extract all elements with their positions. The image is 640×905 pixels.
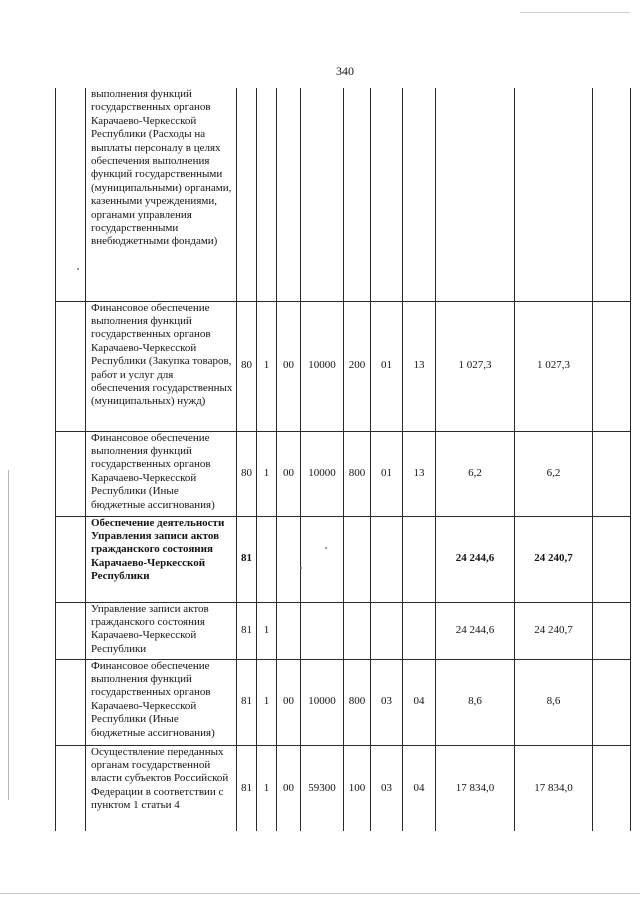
expense-name: Осуществление переданных органам государственной власти субъектов Российской Федерации в соответствии с пунктом 1 статьи 4	[91, 745, 229, 812]
budget-table-body	[56, 88, 631, 831]
program-cell: 00	[277, 659, 301, 745]
amount-2-cell	[515, 88, 593, 301]
program-cell	[277, 602, 301, 659]
empty-cell	[56, 602, 86, 659]
vedomstvo-cell: 80	[237, 431, 257, 516]
amount-1-cell: 24 244,6	[436, 516, 515, 602]
expense-name: Обеспечение деятельности Управления записи актов гражданского состояния Карачаево-Черкесской Республики	[91, 516, 225, 583]
amount-2-cell: 8,6	[515, 659, 593, 745]
expense-name: Финансовое обеспечение выполнения функций государственных органов Карачаево-Черкесской Республики (Иные бюджетные ассигнования)	[91, 659, 215, 739]
amount-1-cell: 24 244,6	[436, 602, 515, 659]
razdel-cell	[371, 516, 403, 602]
empty-cell	[593, 431, 631, 516]
page-number: 340	[336, 64, 354, 78]
expense-type-cell	[344, 602, 371, 659]
empty-cell	[593, 88, 631, 301]
vedomstvo-cell: 81	[237, 602, 257, 659]
expense-type-cell: 800	[344, 431, 371, 516]
program-cell: 00	[277, 431, 301, 516]
expense-name: выполнения функций государственных органов Карачаево-Черкесской Республики (Расходы на выплаты персоналу в целях обеспечения выполнения функций государственными (муниципальными) органами, казенными учреждениями, органами управления государственными внебюджетными фондами)	[91, 88, 232, 248]
amount-1-cell: 1 027,3	[436, 301, 515, 431]
program-cell: 00	[277, 301, 301, 431]
amount-1-cell: 8,6	[436, 659, 515, 745]
podrazdel-cell	[403, 602, 436, 659]
empty-cell	[593, 602, 631, 659]
section-cell	[257, 88, 277, 301]
podrazdel-cell: 04	[403, 745, 436, 831]
vedomstvo-cell: 80	[237, 301, 257, 431]
expense-name: Управление записи актов гражданского состояния Карачаево-Черкесской Республики	[91, 602, 209, 655]
table-row	[56, 516, 631, 602]
expense-name-cell	[86, 516, 237, 602]
section-cell: 1	[257, 659, 277, 745]
section-cell: 1	[257, 745, 277, 831]
section-cell	[257, 516, 277, 602]
amount-2-cell: 24 240,7	[515, 516, 593, 602]
vedomstvo-cell: 81	[237, 659, 257, 745]
table-row	[56, 659, 631, 745]
scan-edge-line	[0, 893, 640, 894]
program-cell: 00	[277, 745, 301, 831]
scan-edge-line	[520, 12, 630, 13]
expense-name-cell	[86, 88, 237, 301]
amount-2-cell: 1 027,3	[515, 301, 593, 431]
section-cell: 1	[257, 602, 277, 659]
podrazdel-cell: 13	[403, 301, 436, 431]
target-code-cell: 10000	[301, 301, 344, 431]
scan-speck	[325, 547, 327, 549]
table-row	[56, 745, 631, 831]
amount-2-cell: 17 834,0	[515, 745, 593, 831]
vedomstvo-cell: 81	[237, 745, 257, 831]
section-cell: 1	[257, 431, 277, 516]
podrazdel-cell: 04	[403, 659, 436, 745]
target-code-cell: 10000	[301, 431, 344, 516]
empty-cell	[56, 88, 86, 301]
podrazdel-cell	[403, 516, 436, 602]
expense-name-cell	[86, 745, 237, 831]
empty-cell	[56, 431, 86, 516]
target-code-cell	[301, 602, 344, 659]
expense-type-cell	[344, 88, 371, 301]
scan-edge-line	[8, 470, 9, 800]
empty-cell	[593, 301, 631, 431]
section-cell: 1	[257, 301, 277, 431]
razdel-cell	[371, 602, 403, 659]
scan-speck	[300, 567, 302, 569]
expense-name-cell	[86, 602, 237, 659]
target-code-cell	[301, 516, 344, 602]
empty-cell	[56, 659, 86, 745]
expense-name-cell	[86, 659, 237, 745]
expense-type-cell: 200	[344, 301, 371, 431]
vedomstvo-cell	[237, 88, 257, 301]
razdel-cell: 01	[371, 431, 403, 516]
amount-2-cell: 6,2	[515, 431, 593, 516]
expense-name: Финансовое обеспечение выполнения функций государственных органов Карачаево-Черкесской Республики (Закупка товаров, работ и услуг для обеспечения государственных (муниципальных) нужд)	[91, 301, 233, 408]
expense-type-cell: 800	[344, 659, 371, 745]
expense-name-cell	[86, 431, 237, 516]
target-code-cell: 59300	[301, 745, 344, 831]
razdel-cell: 01	[371, 301, 403, 431]
razdel-cell: 03	[371, 745, 403, 831]
amount-1-cell: 17 834,0	[436, 745, 515, 831]
table-row	[56, 431, 631, 516]
expense-name: Финансовое обеспечение выполнения функций государственных органов Карачаево-Черкесской Республики (Иные бюджетные ассигнования)	[91, 431, 215, 511]
empty-cell	[56, 516, 86, 602]
empty-cell	[56, 301, 86, 431]
podrazdel-cell	[403, 88, 436, 301]
empty-cell	[593, 659, 631, 745]
budget-table	[55, 88, 631, 831]
amount-1-cell: 6,2	[436, 431, 515, 516]
table-row	[56, 88, 631, 301]
table-row	[56, 602, 631, 659]
expense-type-cell: 100	[344, 745, 371, 831]
razdel-cell	[371, 88, 403, 301]
vedomstvo-cell: 81	[237, 516, 257, 602]
empty-cell	[593, 745, 631, 831]
razdel-cell: 03	[371, 659, 403, 745]
target-code-cell: 10000	[301, 659, 344, 745]
empty-cell	[593, 516, 631, 602]
scan-speck	[77, 268, 79, 270]
program-cell	[277, 88, 301, 301]
amount-2-cell: 24 240,7	[515, 602, 593, 659]
amount-1-cell	[436, 88, 515, 301]
table-row	[56, 301, 631, 431]
expense-type-cell	[344, 516, 371, 602]
target-code-cell	[301, 88, 344, 301]
podrazdel-cell: 13	[403, 431, 436, 516]
program-cell	[277, 516, 301, 602]
expense-name-cell	[86, 301, 237, 431]
empty-cell	[56, 745, 86, 831]
